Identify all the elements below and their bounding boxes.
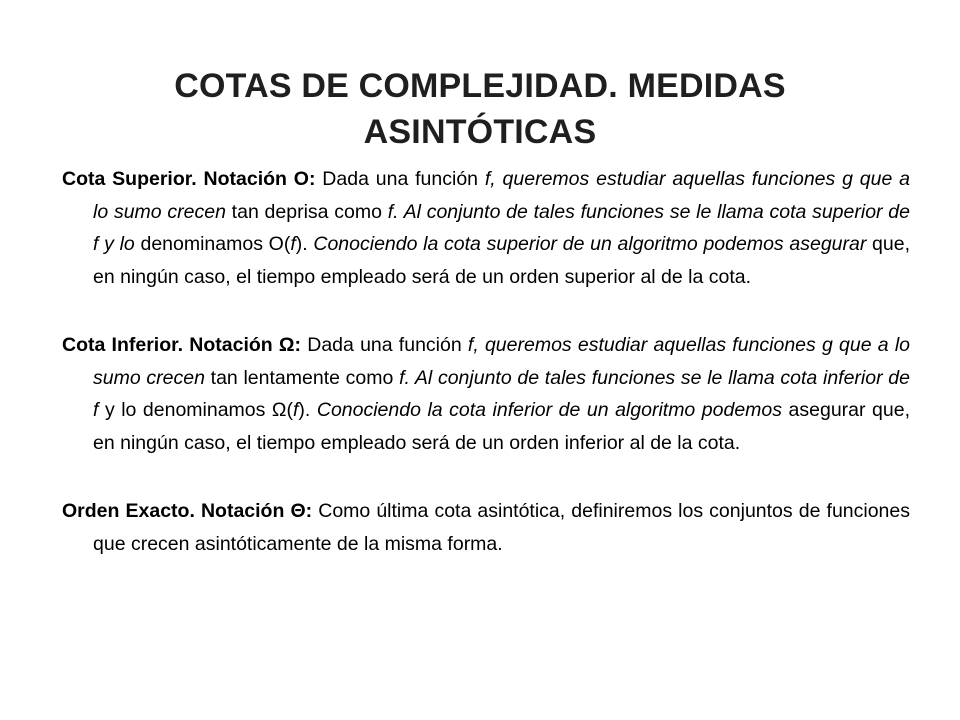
text-run: que, en ningún caso, el tiempo empleado será de un orden superior al de la cota.: [93, 233, 911, 288]
section-orden-exacto: [62, 495, 910, 560]
section-cota-superior: [62, 163, 910, 293]
text-run: ).: [298, 399, 317, 421]
text-run: denominamos O(: [134, 233, 291, 255]
text-run: f: [293, 399, 299, 421]
text-run: f: [290, 233, 296, 255]
text-run: tan lentamente como: [204, 366, 400, 389]
text-run: asegurar que, en ningún caso, el tiempo empleado será de un orden inferior al de la cota.: [93, 399, 910, 454]
text-run: Dada una función: [301, 334, 468, 356]
text-run: f, queremos estudiar aquellas funciones g que a lo sumo crecen: [93, 334, 911, 389]
section-heading: Cota Superior. Notación O:: [62, 168, 316, 190]
text-run: Conociendo la cota superior de un algoritmo podemos asegurar: [313, 233, 867, 255]
text-run: f, queremos estudiar aquellas funciones g que a lo sumo crecen: [93, 168, 911, 223]
section-heading: Orden Exacto. Notación Θ:: [62, 500, 313, 522]
text-run: tan deprisa como: [225, 200, 388, 223]
text-run: Dada una función: [315, 168, 485, 190]
slide-title-line-1: COTAS DE COMPLEJIDAD. MEDIDAS: [174, 66, 786, 105]
text-run: f. Al conjunto de tales funciones se le llama cota superior de f y lo: [93, 200, 910, 255]
text-run: f. Al conjunto de tales funciones se le llama cota inferior de f: [93, 366, 910, 421]
text-run: Como última cota asintótica, definiremos los conjuntos de funciones que crecen asintóticamente de la misma forma.: [93, 500, 910, 555]
text-run: ).: [295, 233, 314, 255]
slide-title: [80, 63, 880, 155]
section-heading: Cota Inferior. Notación Ω:: [62, 334, 302, 356]
text-run: y lo denominamos Ω(: [98, 399, 293, 421]
slide-title-line-2: ASINTÓTICAS: [363, 112, 597, 151]
section-cota-inferior: [62, 329, 910, 459]
text-run: Conociendo la cota inferior de un algoritmo podemos: [316, 399, 783, 421]
slide-body: [62, 163, 910, 560]
